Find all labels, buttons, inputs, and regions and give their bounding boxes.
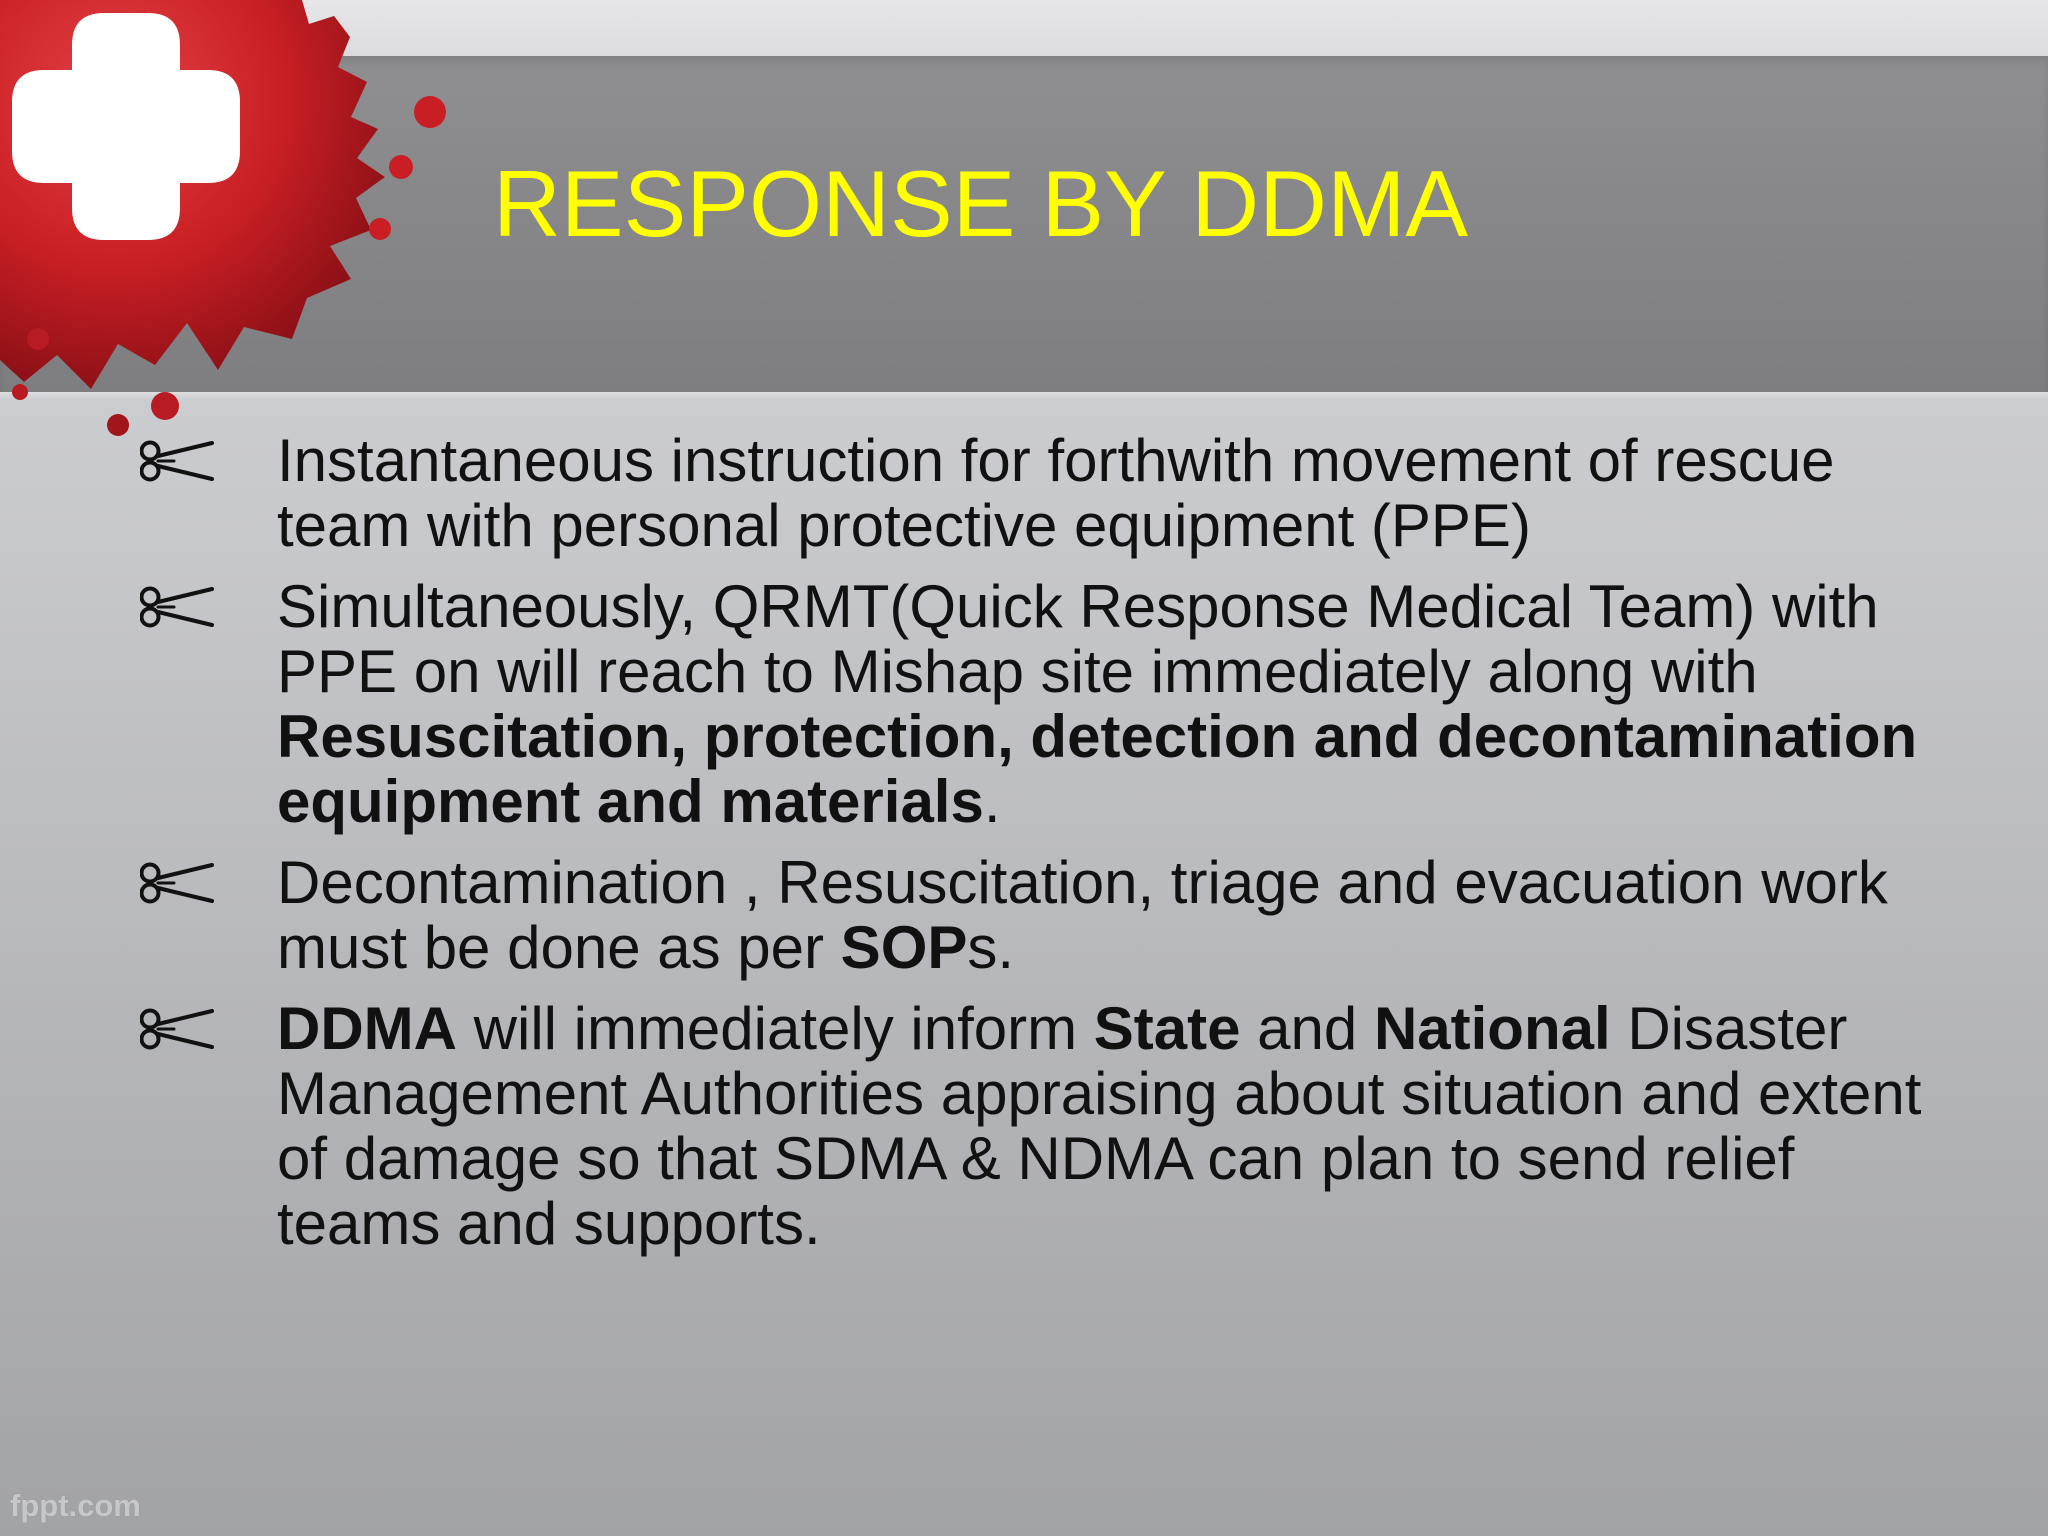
- medical-cross-icon: [0, 0, 470, 450]
- bullet-2-text-b: .: [983, 768, 1001, 835]
- bullet-1-text: Instantaneous instruction for forthwith movement of rescue team with personal protective equipment (PPE): [277, 427, 1835, 559]
- bullet-4-state: State: [1093, 995, 1241, 1062]
- scissors-icon: [140, 440, 218, 482]
- bullet-text-1: [277, 428, 1927, 558]
- bullet-2-text-a: Simultaneously, QRMT(Quick Response Medical Team) with PPE on will reach to Mishap site immediately along with: [277, 573, 1879, 705]
- bullet-3-sop: SOP: [840, 914, 968, 981]
- bullet-4-ddma: DDMA: [277, 995, 457, 1062]
- bullet-4-national: National: [1373, 995, 1611, 1062]
- watermark: fppt.com: [10, 1488, 141, 1523]
- bullet-text-3: [277, 850, 1927, 980]
- scissors-icon: [140, 1008, 218, 1050]
- bullet-4-text-b: and: [1240, 995, 1374, 1062]
- bullet-4-text-a: will immediately inform: [456, 995, 1094, 1062]
- scissors-icon: [140, 586, 218, 628]
- bullet-item-1: [140, 428, 2000, 558]
- bullet-item-4: [140, 996, 2000, 1256]
- scissors-icon: [140, 862, 218, 904]
- bullet-3-text-b: s.: [967, 914, 1015, 981]
- slide-title: RESPONSE BY DDMA: [493, 151, 1469, 256]
- bullet-item-2: [140, 574, 2000, 834]
- bullet-text-4: [277, 996, 1927, 1256]
- bullet-3-text-a: Decontamination , Resuscitation, triage and evacuation work must be done as per: [277, 849, 1888, 981]
- bullet-item-3: [140, 850, 2000, 980]
- bullet-list: [140, 428, 2000, 1272]
- bullet-2-emphasis: Resuscitation, protection, detection and decontamination equipment and materials: [277, 703, 1918, 835]
- bullet-text-2: [277, 574, 1927, 834]
- bullet-4-text-c: Disaster Management Authorities appraising about situation and extent of damage so that SDMA & NDMA can plan to send relief teams and supports.: [277, 995, 1922, 1257]
